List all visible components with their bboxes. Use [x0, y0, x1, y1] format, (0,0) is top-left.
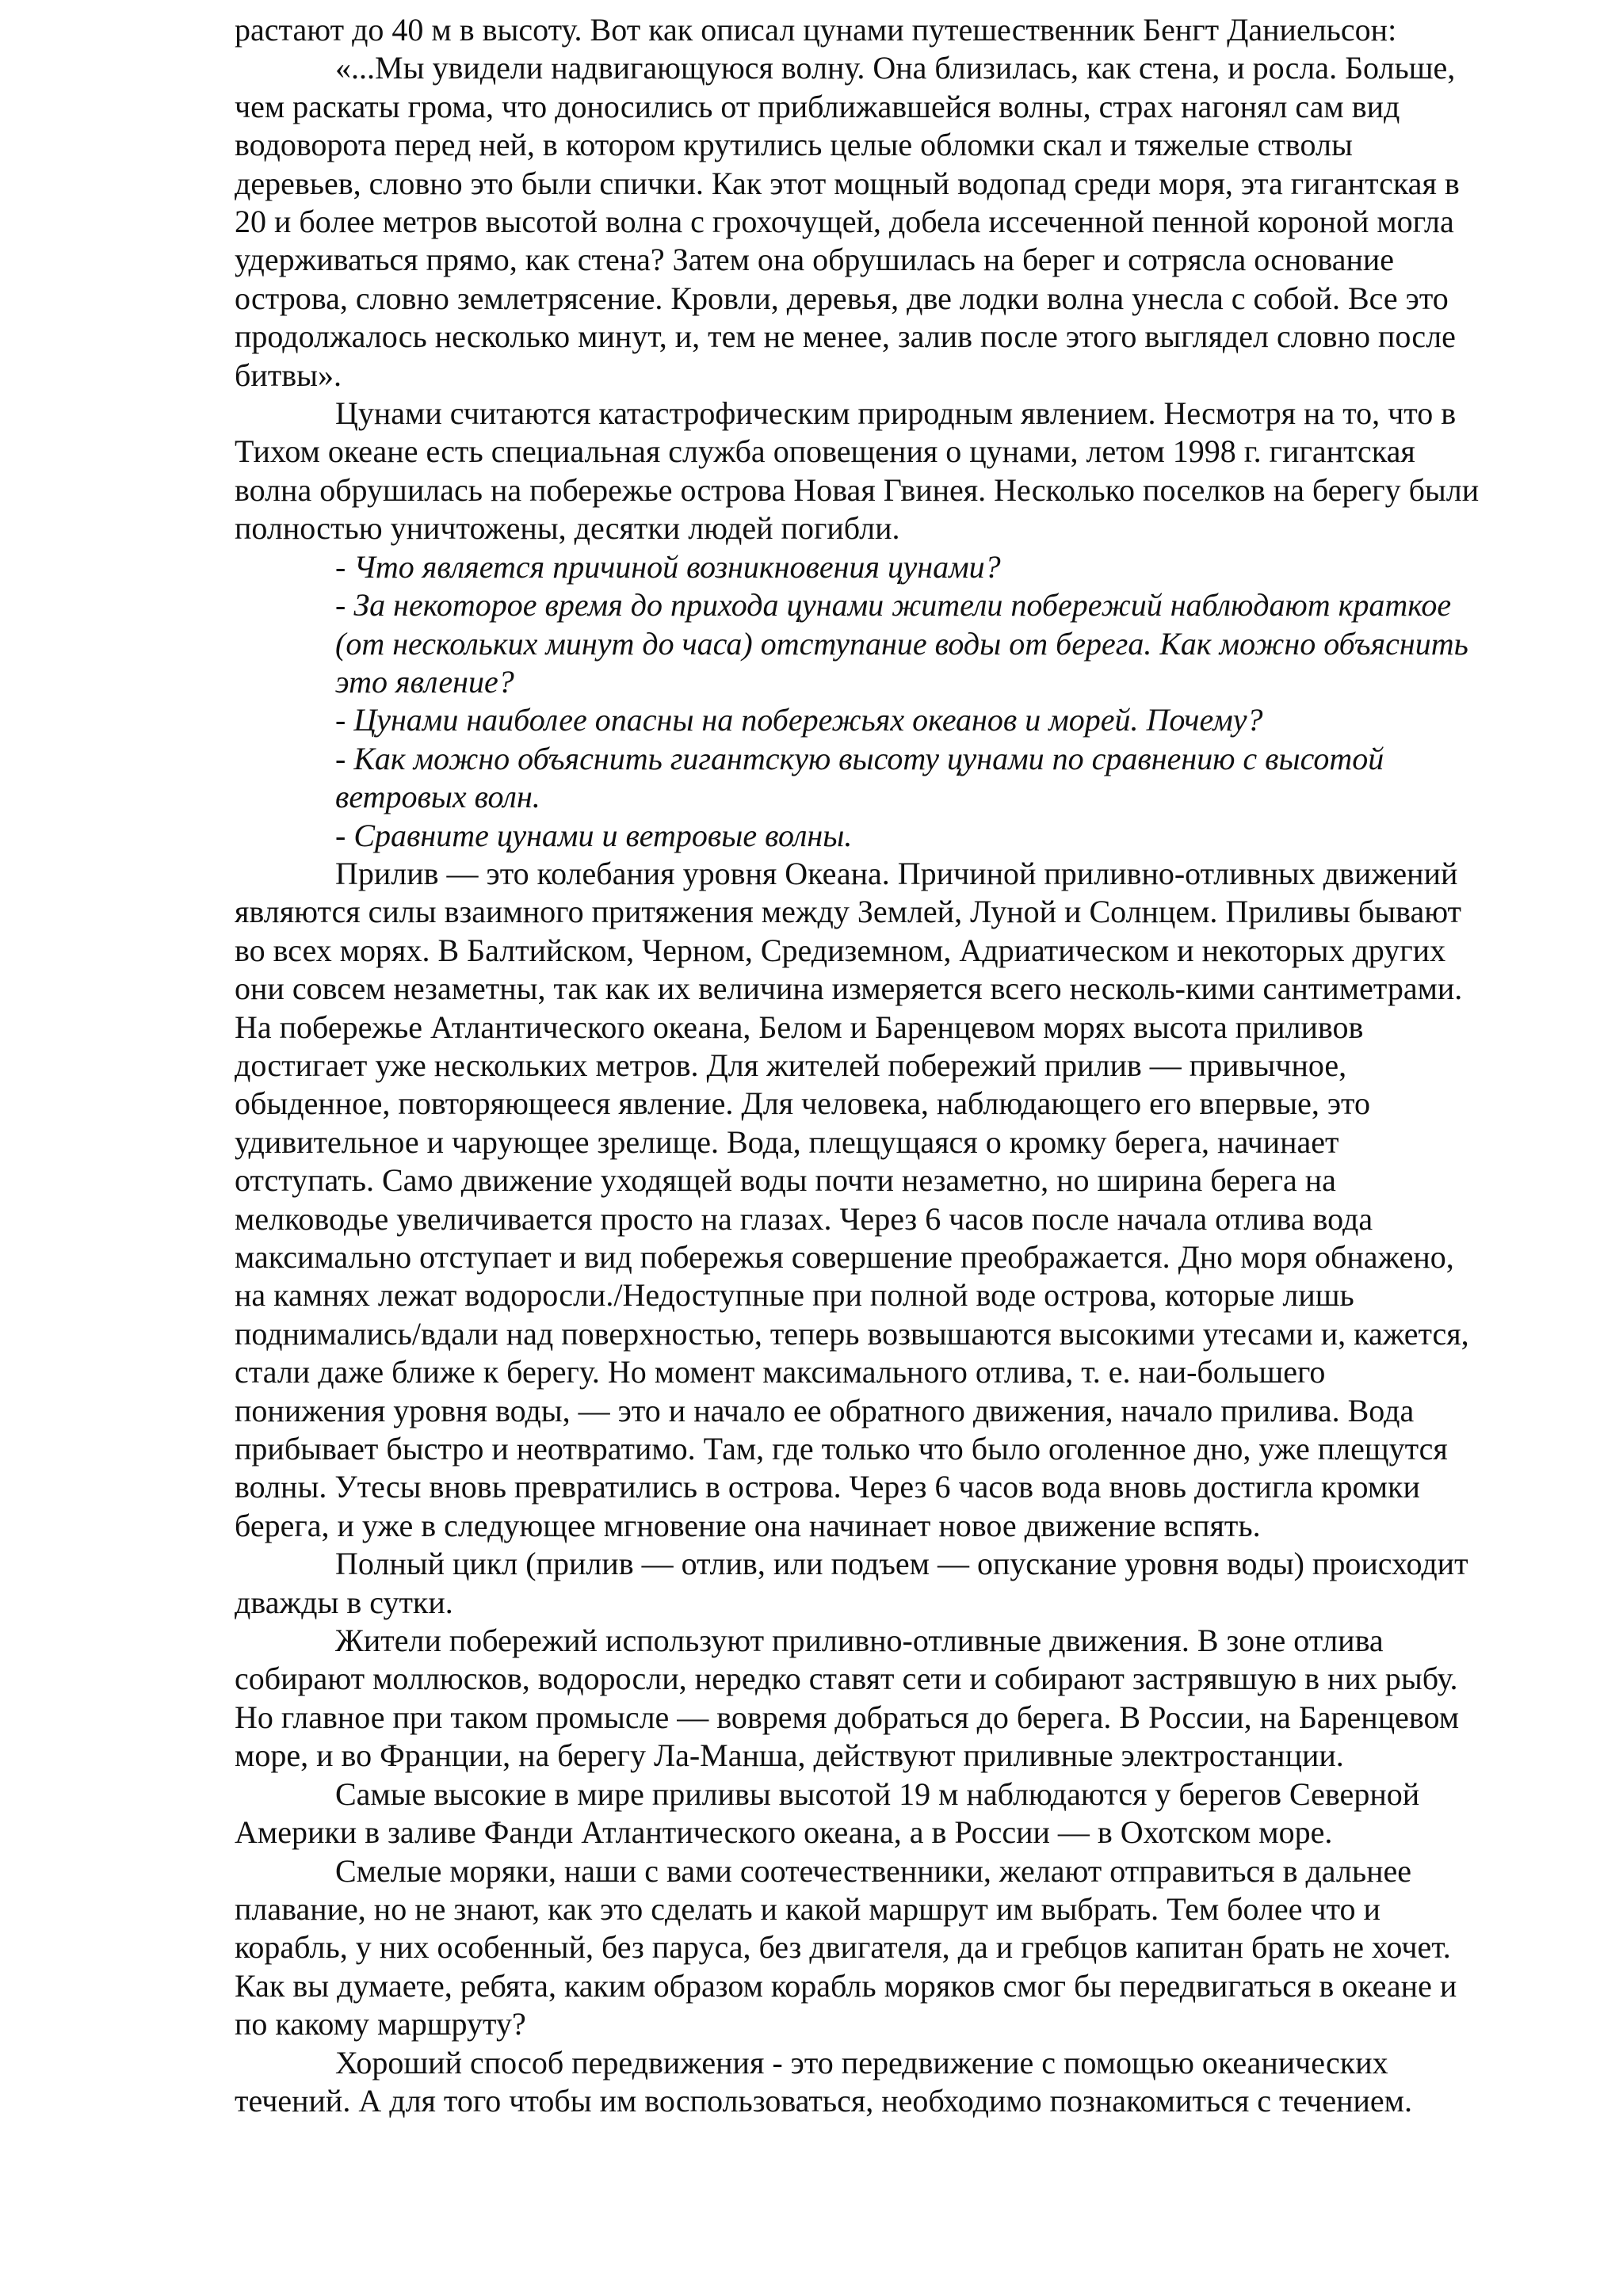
paragraph-intro: растают до 40 м в высоту. Вот как описал цунами путешественник Бенгт Даниельсон: [235, 12, 1397, 48]
paragraph-full-cycle: Полный цикл (прилив — отлив, или подъем — опускание уровня воды) происходит дважды в сутки. [235, 1546, 1468, 1620]
paragraph-coastal-use: Жители побережий используют приливно-отливные движения. В зоне отлива собирают моллюсков, водоросли, нередко ставят сети и собирают застрявшую в них рыбу. Но главное при таком промысле — вовремя добраться до берега. В России, на Баренцевом море, и во Франции, на берегу Ла-Манша, действуют приливные электростанции. [235, 1623, 1460, 1774]
question-item: - За некоторое время до прихода цунами жители побережий наблюдают краткое (от нескольких минут до часа) отступание воды от берега. Как можно объяснить это явление? [335, 587, 1468, 700]
paragraph-highest-tides: Самые высокие в мире приливы высотой 19 м наблюдаются у берегов Северной Америки в заливе Фанди Атлантического океана, а в России — в Охотском море. [235, 1775, 1420, 1851]
question-item: - Сравните цунами и ветровые волны. [335, 817, 853, 853]
paragraph-tsunami-catastrophe: Цунами считаются катастрофическим природным явлением. Несмотря на то, что в Тихом океане есть специальная служба оповещения о цунами, летом 1998 г. гигантская волна обрушилась на побережье острова Новая Гвинея. Несколько поселков на берегу были полностью уничтожены, десятки людей погибли. [235, 395, 1480, 547]
document-page [235, 11, 1480, 2120]
question-item: - Как можно объяснить гигантскую высоту цунами по сравнению с высотой ветровых волн. [335, 740, 1384, 815]
paragraph-tide-definition: Прилив — это колебания уровня Океана. Причиной приливно-отливных движений являются силы взаимного притяжения между Землей, Луной и Солнцем. Приливы бывают во всех морях. В Балтийском, Черном, Средиземном, Адриатическом и некоторых других они совсем незаметны, так как их величина измеряется всего несколь-кими сантиметрами. На побережье Атлантического океана, Белом и Баренцевом морях высота приливов достигает уже нескольких метров. Для жителей побережий прилив — привычное, обыденное, повторяющееся явление. Для человека, наблюдающего его впервые, это удивительное и чарующее зрелище. Вода, плещущаяся о кромку берега, начинает отступать. Само движение уходящей воды почти незаметно, но ширина берега на мелководье увеличивается просто на глазах. Через 6 часов после начала отлива вода максимально отступает и вид побережья совершение преображается. Дно моря обнажено, на камнях лежат водоросли./Недоступные при полной воде острова, которые лишь поднимались/вдали над поверхностью, теперь возвышаются высокими утесами и, кажется, стали даже ближе к берегу. Но момент максимального отлива, т. е. наи-большего понижения уровня воды, — это и начало ее обратного движения, начало прилива. Вода прибывает быстро и неотвратимо. Там, где только что было оголенное дно, уже плещутся волны. Утесы вновь превратились в острова. Через 6 часов вода вновь достигла кромки берега, и уже в следующее мгновение она начинает новое движение вспять. [235, 855, 1469, 1543]
question-list [235, 548, 1480, 855]
paragraph-ocean-currents: Хороший способ передвижения - это передвижение с помощью океанических течений. А для того чтобы им воспользоваться, необходимо познакомиться с течением. [235, 2044, 1412, 2119]
question-item: - Что является причиной возникновения цунами? [335, 548, 1001, 585]
paragraph-quote-danielson: «...Мы увидели надвигающуюся волну. Она близилась, как стена, и росла. Больше, чем раскаты грома, что доносились от приближавшейся волны, страх нагонял сам вид водоворота перед ней, в котором крутились целые обломки скал и тяжелые стволы деревьев, словно это были спички. Как этот мощный водопад среди моря, эта гигантская в 20 и более метров высотой волна с грохочущей, добела иссеченной пенной короной могла удерживаться прямо, как стена? Затем она обрушилась на берег и сотрясла основание острова, словно землетрясение. Кровли, деревья, две лодки волна унесла с собой. Все это продолжалось несколько минут, и, тем не менее, залив после этого выглядел словно после битвы». [235, 50, 1460, 393]
question-item: - Цунами наиболее опасны на побережьях океанов и морей. Почему? [335, 702, 1263, 738]
paragraph-sailors-question: Смелые моряки, наши с вами соотечественники, желают отправиться в дальнее плавание, но не знают, как это сделать и какой маршрут им выбрать. Тем более что и корабль, у них особенный, без паруса, без двигателя, да и гребцов капитан брать не хочет. Как вы думаете, ребята, каким образом корабль моряков смог бы передвигаться в океане и по какому маршруту? [235, 1852, 1457, 2042]
